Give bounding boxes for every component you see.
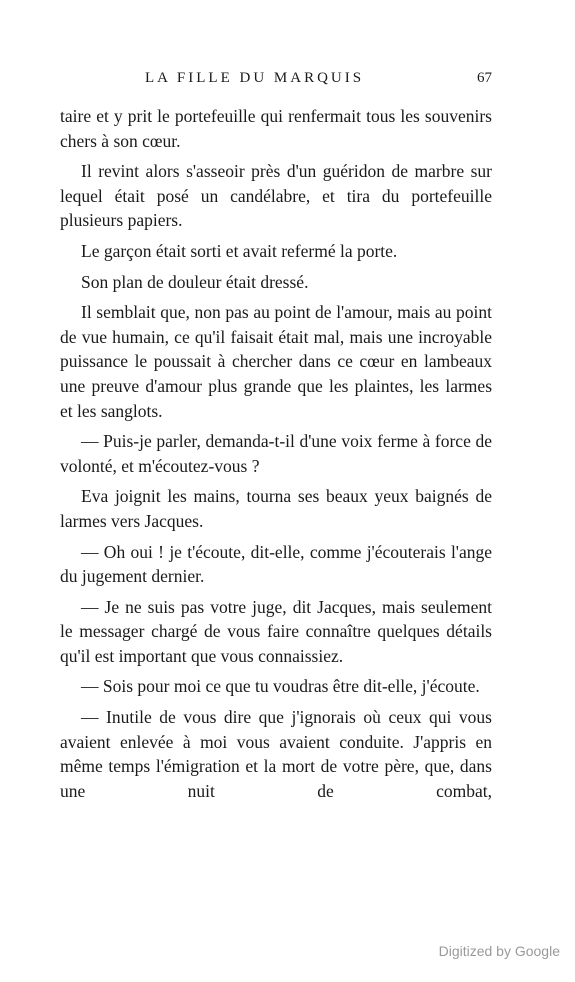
paragraph: — Inutile de vous dire que j'ignorais où ceux qui vous avaient enlevée à moi vous avaient conduite. J'appris en même temps l'émigration et la mort de votre père, que, dans une nuit de combat, bbox=[60, 707, 492, 801]
paragraph: Le garçon était sorti et avait refermé la porte. bbox=[81, 240, 398, 261]
paragraph: — Puis-je parler, demanda-t-il d'une voix ferme à force de volonté, et m'écoutez-vous ? bbox=[60, 431, 492, 476]
running-title: LA FILLE DU MARQUIS bbox=[145, 70, 365, 86]
paragraph: Il revint alors s'asseoir près d'un guéridon de marbre sur lequel était posé un candélabre, et tira du portefeuille plusieurs papiers. bbox=[60, 161, 492, 231]
paragraph: — Oh oui ! je t'écoute, dit-elle, comme j'écouterais l'ange du jugement dernier. bbox=[60, 541, 492, 587]
page-number: 67 bbox=[477, 70, 492, 86]
paragraph: Son plan de douleur était dressé. bbox=[81, 271, 309, 292]
paragraph: Eva joignit les mains, tourna ses beaux yeux baignés de larmes vers Jacques. bbox=[60, 486, 492, 531]
paragraph: — Sois pour moi ce que tu voudras être dit-elle, j'écoute. bbox=[81, 676, 480, 697]
body-text bbox=[60, 104, 492, 809]
paragraph: — Je ne suis pas votre juge, dit Jacques, mais seulement le messager chargé de vous faire connaître quelques détails qu'il est important que vous connaissiez. bbox=[60, 596, 492, 666]
digitized-watermark: Digitized by Google bbox=[438, 943, 560, 959]
page-header bbox=[60, 70, 492, 94]
paragraph: taire et y prit le portefeuille qui renfermait tous les souvenirs chers à son cœur. bbox=[60, 106, 492, 151]
paragraph: Il semblait que, non pas au point de l'amour, mais au point de vue humain, ce qu'il faisait était mal, mais une incroyable puissance le poussait à chercher dans ce cœur en lambeaux une preuve d'amour plus grande que les plaintes, les larmes et les sanglots. bbox=[60, 302, 492, 421]
